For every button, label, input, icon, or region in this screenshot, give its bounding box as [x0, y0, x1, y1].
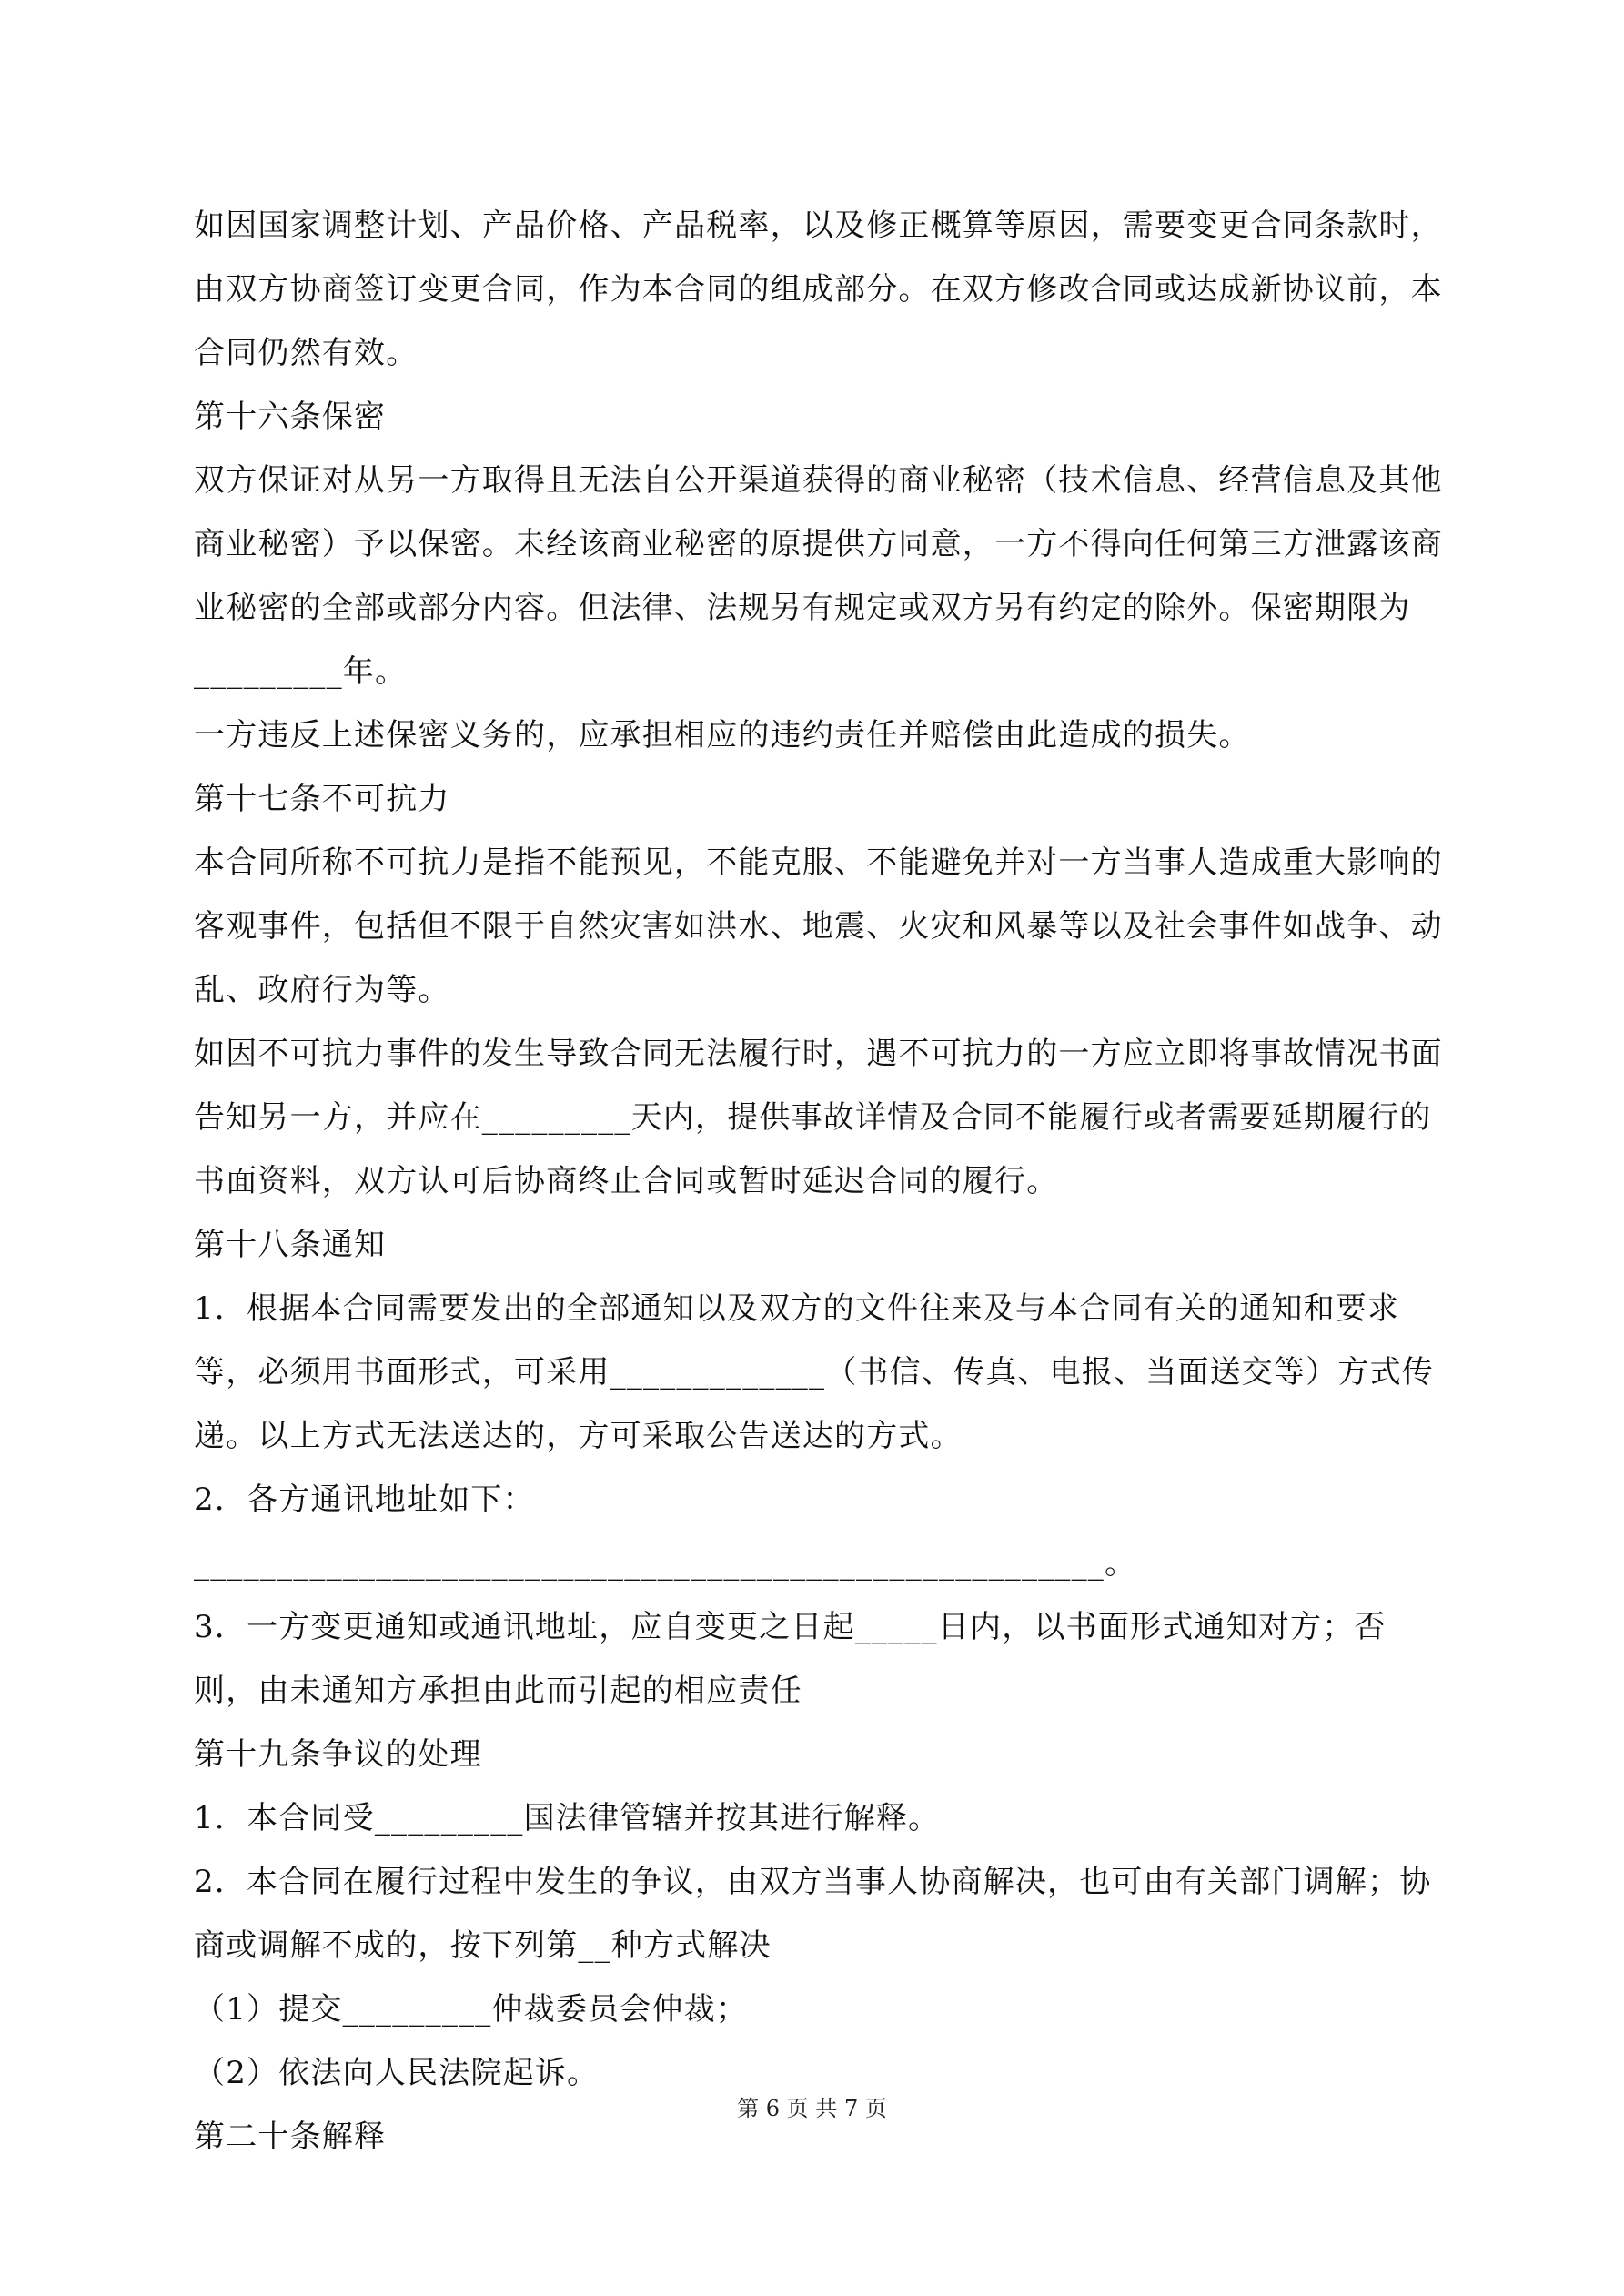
paragraph-disputes-option-2: （2）依法向人民法院起诉。	[194, 2055, 600, 2091]
paragraph-confidentiality-breach: 一方违反上述保密义务的，应承担相应的违约责任并赔偿由此造成的损失。	[194, 717, 1251, 754]
heading-article-19-disputes: 第十九条争议的处理	[194, 1736, 482, 1773]
paragraph-force-majeure-definition: 本合同所称不可抗力是指不能预见，不能克服、不能避免并对一方当事人造成重大影响的客观事件，包括但不限于自然灾害如洪水、地震、火灾和风暴等以及社会事件如战争、动乱、政府行为等。	[194, 845, 1443, 1008]
paragraph-force-majeure-notice: 如因不可抗力事件的发生导致合同无法履行时，遇不可抗力的一方应立即将事故情况书面告知另一方，并应在_________天内，提供事故详情及合同不能履行或者需要延期履行的书面资料，双方认可后协商终止合同或暂时延迟合同的履行。	[194, 1036, 1443, 1199]
paragraph-confidentiality: 双方保证对从另一方取得且无法自公开渠道获得的商业秘密（技术信息、经营信息及其他商业秘密）予以保密。未经该商业秘密的原提供方同意，一方不得向任何第三方泄露该商业秘密的全部或部分内容。但法律、法规另有规定或双方另有约定的除外。保密期限为_________年。	[194, 462, 1443, 690]
paragraph-notice-1: 1．根据本合同需要发出的全部通知以及双方的文件往来及与本合同有关的通知和要求等，必须用书面形式，可采用_____________（书信、传真、电报、当面送交等）方式传递。以上方式无法送达的，方可采取公告送达的方式。	[194, 1290, 1434, 1454]
heading-article-17-force-majeure: 第十七条不可抗力	[194, 781, 450, 817]
heading-article-18-notice: 第十八条通知	[194, 1227, 387, 1263]
page-number-footer: 第 6 页 共 7 页	[737, 2096, 887, 2121]
paragraph-disputes-2: 2．本合同在履行过程中发生的争议，由双方当事人协商解决，也可由有关部门调解；协商或调解不成的，按下列第__种方式解决	[194, 1864, 1432, 1964]
heading-article-20-interpretation: 第二十条解释	[194, 2119, 387, 2155]
paragraph-notice-2: 2．各方通讯地址如下：_______________________________________________________。	[194, 1482, 1137, 1582]
paragraph-disputes-1: 1．本合同受_________国法律管辖并按其进行解释。	[194, 1800, 941, 1836]
paragraph-disputes-option-1: （1）提交_________仲裁委员会仲裁；	[194, 1991, 749, 2028]
heading-article-16-confidentiality: 第十六条保密	[194, 399, 387, 435]
paragraph-change-clause: 如因国家调整计划、产品价格、产品税率，以及修正概算等原因，需要变更合同条款时，由双方协商签订变更合同，作为本合同的组成部分。在双方修改合同或达成新协议前，本合同仍然有效。	[194, 207, 1443, 371]
document-body	[194, 194, 1449, 2169]
paragraph-notice-3: 3．一方变更通知或通讯地址，应自变更之日起_____日内，以书面形式通知对方；否则，由未通知方承担由此而引起的相应责任	[194, 1609, 1387, 1709]
